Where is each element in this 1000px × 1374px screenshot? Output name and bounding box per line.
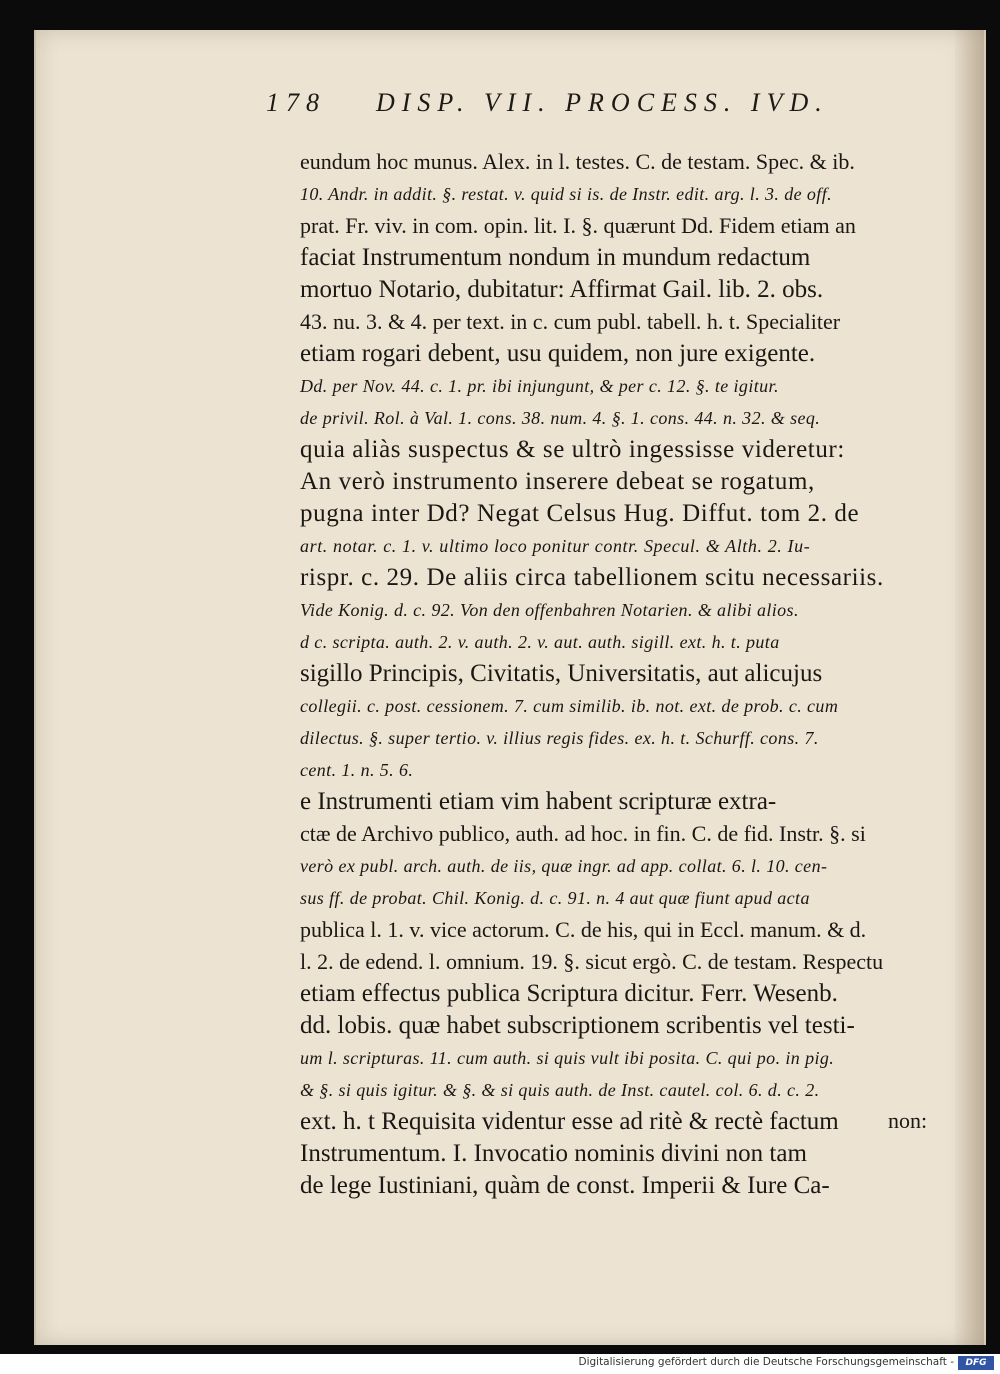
text-line: sigillo Principis, Civitatis, Universitatis, aut alicujus: [300, 660, 823, 687]
funding-note: Digitalisierung gefördert durch die Deutsche Forschungsgemeinschaft -: [578, 1356, 954, 1368]
text-line: ext. h. t Requisita videntur esse ad ritè & rectè factum: [300, 1108, 839, 1135]
text-line: sus ff. de probat. Chil. Konig. d. c. 91. n. 4 aut quæ fiunt apud acta: [300, 888, 810, 908]
text-line: Dd. per Nov. 44. c. 1. pr. ibi injungunt, & per c. 12. §. te igitur.: [300, 376, 779, 396]
text-line: e Instrumenti etiam vim habent scripturæ extra-: [300, 788, 777, 815]
page-edge-shadow: [955, 30, 984, 1345]
text-line: de privil. Rol. à Val. 1. cons. 38. num. 4. §. 1. cons. 44. n. 32. & seq.: [300, 408, 821, 428]
text-line: ctæ de Archivo publico, auth. ad hoc. in fin. C. de fid. Instr. §. si: [300, 821, 866, 846]
text-line: An verò instrumento inserere debeat se rogatum,: [300, 468, 815, 495]
text-line: art. notar. c. 1. v. ultimo loco ponitur contr. Specul. & Alth. 2. Iu-: [300, 536, 811, 556]
catchword: non:: [888, 1108, 928, 1133]
text-line: dd. lobis. quæ habet subscriptionem scribentis vel testi-: [300, 1012, 855, 1039]
text-line: collegii. c. post. cessionem. 7. cum similib. ib. not. ext. de prob. c. cum: [300, 696, 839, 716]
text-line: pugna inter Dd? Negat Celsus Hug. Diffut. tom 2. de: [300, 500, 860, 527]
text-line: 10. Andr. in addit. §. restat. v. quid si is. de Instr. edit. arg. l. 3. de off.: [300, 184, 833, 204]
text-line: quia aliàs suspectus & se ultrò ingessisse videretur:: [300, 436, 845, 463]
running-header: [266, 88, 829, 128]
text-line: Vide Konig. d. c. 92. Von den offenbahren Notarien. & alibi alios.: [300, 600, 799, 620]
text-line: dilectus. §. super tertio. v. illius regis fides. ex. h. t. Schurff. cons. 7.: [300, 728, 819, 748]
footer-bar: [0, 1354, 1000, 1374]
text-line: publica l. 1. v. vice actorum. C. de his, qui in Eccl. manum. & d.: [300, 917, 867, 942]
running-title: DISP. VII. PROCESS. IVD.: [376, 88, 829, 117]
text-line: mortuo Notario, dubitatur: Affirmat Gail. lib. 2. obs.: [300, 276, 824, 303]
text-line: faciat Instrumentum nondum in mundum redactum: [300, 244, 811, 271]
text-line: & §. si quis igitur. & §. & si quis auth. de Inst. cautel. col. 6. d. c. 2.: [300, 1080, 820, 1100]
text-line: Instrumentum. I. Invocatio nominis divini non tam: [300, 1140, 807, 1167]
text-line: 43. nu. 3. & 4. per text. in c. cum publ. tabell. h. t. Specialiter: [300, 309, 841, 334]
text-line: d c. scripta. auth. 2. v. auth. 2. v. aut. auth. sigill. ext. h. t. puta: [300, 632, 780, 652]
body-text: [300, 146, 940, 1202]
page-number: 178: [266, 88, 326, 117]
text-line: etiam rogari debent, usu quidem, non jure exigente.: [300, 340, 816, 367]
text-line: l. 2. de edend. l. omnium. 19. §. sicut ergò. C. de testam. Respectu: [300, 949, 884, 974]
text-line: prat. Fr. viv. in com. opin. lit. I. §. quærunt Dd. Fidem etiam an: [300, 213, 856, 238]
dfg-logo-icon: DFG: [958, 1356, 994, 1370]
text-line: eundum hoc munus. Alex. in l. testes. C. de testam. Spec. & ib.: [300, 149, 855, 174]
text-line: rispr. c. 29. De aliis circa tabellionem scitu necessariis.: [300, 564, 884, 591]
text-line: etiam effectus publica Scriptura dicitur. Ferr. Wesenb.: [300, 980, 838, 1007]
text-line: cent. 1. n. 5. 6.: [300, 760, 414, 780]
text-line: um l. scripturas. 11. cum auth. si quis vult ibi posita. C. qui po. in pig.: [300, 1048, 835, 1068]
text-line: verò ex publ. arch. auth. de iis, quæ ingr. ad app. collat. 6. l. 10. cen-: [300, 856, 828, 876]
text-line: de lege Iustiniani, quàm de const. Imperii & Iure Ca-: [300, 1172, 830, 1199]
